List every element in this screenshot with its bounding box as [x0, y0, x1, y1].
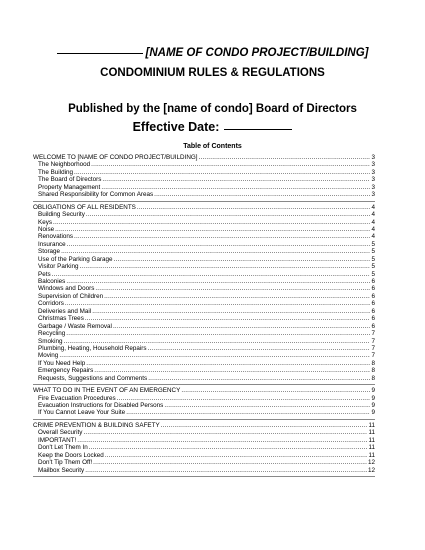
toc-dot-leader	[83, 429, 367, 436]
toc-entry-label: Building Security	[38, 211, 85, 219]
toc-entry[interactable]	[33, 338, 375, 345]
toc-page-number: 6	[371, 292, 375, 300]
toc-dot-leader	[154, 191, 370, 198]
toc-dot-leader	[101, 184, 370, 191]
toc-entry-label: Emergency Repairs	[38, 367, 94, 375]
toc-page-number: 12	[367, 466, 375, 474]
toc-dot-leader	[59, 352, 370, 359]
toc-entry[interactable]	[33, 271, 375, 278]
toc-page-number: 4	[371, 225, 375, 233]
toc-dot-leader	[164, 402, 370, 409]
toc-page-number: 9	[371, 387, 375, 395]
toc-page-number: 4	[371, 233, 375, 241]
toc-entry-label: Use of the Parking Garage	[38, 255, 113, 263]
toc-section-title[interactable]	[33, 154, 375, 161]
toc-page-number: 3	[371, 161, 375, 169]
toc-entry-label: WELCOME TO [NAME OF CONDO PROJECT/BUILDING]	[33, 154, 198, 161]
toc-dot-leader	[93, 459, 367, 466]
toc-entry-label: OBLIGATIONS OF ALL RESIDENTS	[33, 203, 136, 211]
toc-entry[interactable]	[33, 219, 375, 226]
toc-entry[interactable]	[33, 345, 375, 352]
toc-entry-label: The Building	[38, 168, 74, 176]
toc-entry[interactable]	[33, 409, 375, 416]
toc-dot-leader	[61, 248, 370, 255]
toc-entry[interactable]	[33, 308, 375, 315]
toc-dot-leader	[199, 154, 371, 161]
toc-page-number: 3	[371, 154, 375, 161]
toc-page-number: 4	[371, 203, 375, 211]
toc-dot-leader	[114, 256, 371, 263]
toc-dot-leader	[85, 467, 367, 474]
toc-entry[interactable]	[33, 459, 375, 466]
toc-entry-label: Corridors	[38, 300, 64, 308]
toc-page-number: 11	[368, 451, 375, 459]
toc-dot-leader	[137, 204, 371, 211]
toc-entry-label: Supervision of Children	[38, 292, 104, 300]
toc-dot-leader	[66, 278, 370, 285]
toc-page-number: 3	[371, 176, 375, 184]
toc-entry-label: The Neighborhood	[38, 161, 91, 169]
toc-entry[interactable]	[33, 184, 375, 191]
toc-entry-label: IMPORTANT!	[38, 436, 77, 444]
toc-page-number: 6	[371, 278, 375, 285]
toc-dot-leader	[74, 169, 370, 176]
toc-entry[interactable]	[33, 169, 375, 176]
toc-page-number: 7	[371, 352, 375, 360]
toc-entry[interactable]	[33, 293, 375, 300]
toc-entry-label: Requests, Suggestions and Comments	[38, 374, 148, 382]
toc-dot-leader	[148, 375, 370, 382]
toc-section-what-to-do-in-the-event-of-an-emergency	[33, 387, 375, 420]
toc-entry[interactable]	[33, 352, 375, 359]
toc-section-welcome-to-name-of-condo-project-building	[33, 154, 375, 202]
toc-entry-label: Keep the Doors Locked	[38, 451, 104, 459]
toc-entry[interactable]	[33, 300, 375, 307]
toc-entry[interactable]	[33, 467, 375, 474]
toc-page-number: 8	[371, 374, 375, 382]
toc-dot-leader	[64, 338, 371, 345]
toc-dot-leader	[102, 176, 370, 183]
toc-dot-leader	[161, 422, 368, 429]
toc-section-title[interactable]	[33, 422, 375, 429]
toc-page-number: 9	[371, 409, 375, 417]
toc-entry[interactable]	[33, 226, 375, 233]
published-by-line: Published by the [name of condo] Board of Directors	[68, 103, 357, 115]
toc-entry-label: The Board of Directors	[38, 176, 102, 184]
toc-entry-label: Plumbing, Heating, Household Repairs	[38, 344, 147, 352]
toc-page-number: 7	[371, 330, 375, 338]
toc-entry-label: Evacuation Instructions for Disabled Persons	[38, 402, 164, 409]
toc-entry[interactable]	[33, 233, 375, 240]
toc-entry-label: Recycling	[38, 330, 66, 338]
toc-entry[interactable]	[33, 360, 375, 367]
toc-page-number: 11	[368, 436, 375, 444]
toc-entry[interactable]	[33, 241, 375, 248]
toc-dot-leader	[86, 360, 370, 367]
toc-entry[interactable]	[33, 367, 375, 374]
table-of-contents	[33, 154, 375, 479]
toc-dot-leader	[55, 226, 370, 233]
toc-entry-label: WHAT TO DO IN THE EVENT OF AN EMERGENCY	[33, 387, 181, 395]
toc-entry[interactable]	[33, 263, 375, 270]
toc-entry[interactable]	[33, 161, 375, 168]
effective-date-blank	[224, 129, 292, 130]
toc-dot-leader	[86, 211, 371, 218]
toc-entry-label: Property Management	[38, 183, 101, 191]
toc-entry-label: Visitor Parking	[38, 263, 79, 271]
toc-page-number: 6	[371, 300, 375, 308]
toc-entry-label: Don't Tip Them Off!	[38, 459, 93, 467]
toc-entry[interactable]	[33, 176, 375, 183]
toc-entry-label: Storage	[38, 248, 61, 256]
toc-entry[interactable]	[33, 248, 375, 255]
toc-entry-label: If You Need Help	[38, 359, 86, 367]
toc-entry-label: Noise	[38, 225, 55, 233]
toc-entry-label: Fire Evacuation Procedures	[38, 394, 116, 402]
project-name-placeholder: [NAME OF CONDO PROJECT/BUILDING]	[145, 47, 369, 59]
effective-date-label: Effective Date:	[132, 120, 220, 134]
toc-dot-leader	[52, 271, 371, 278]
toc-entry-label: If You Cannot Leave Your Suite	[38, 409, 126, 417]
toc-dot-leader	[91, 161, 370, 168]
toc-dot-leader	[77, 437, 367, 444]
toc-entry-label: Pets	[38, 270, 51, 278]
toc-entry-label: Garbage / Waste Removal	[38, 322, 112, 330]
toc-page-number: 4	[371, 218, 375, 226]
toc-section-title[interactable]	[33, 204, 375, 211]
toc-entry[interactable]	[33, 444, 375, 451]
toc-entry[interactable]	[33, 452, 375, 459]
toc-entry[interactable]	[33, 191, 375, 198]
toc-page-number: 11	[368, 444, 375, 452]
toc-entry[interactable]	[33, 211, 375, 218]
toc-dot-leader	[89, 444, 368, 451]
toc-page-number: 5	[371, 248, 375, 256]
toc-page-number: 3	[371, 168, 375, 176]
toc-dot-leader	[65, 300, 371, 307]
toc-entry[interactable]	[33, 402, 375, 409]
toc-entry-label: Moving	[38, 352, 59, 360]
toc-entry-label: Don't Let Them In	[38, 444, 88, 452]
toc-section-title[interactable]	[33, 387, 375, 394]
toc-dot-leader	[94, 367, 370, 374]
toc-page-number: 5	[371, 270, 375, 278]
toc-page-number: 6	[371, 307, 375, 315]
toc-entry[interactable]	[33, 375, 375, 382]
toc-dot-leader	[117, 395, 371, 402]
toc-page-number: 7	[371, 337, 375, 345]
toc-dot-leader	[105, 452, 368, 459]
toc-dot-leader	[148, 345, 371, 352]
toc-page-number: 6	[371, 322, 375, 330]
toc-page-number: 9	[371, 394, 375, 402]
toc-dot-leader	[104, 293, 370, 300]
toc-entry[interactable]	[33, 256, 375, 263]
toc-entry[interactable]	[33, 395, 375, 402]
toc-dot-leader	[79, 263, 370, 270]
toc-dot-leader	[113, 323, 371, 330]
toc-entry-label: Deliveries and Mail	[38, 307, 92, 315]
toc-dot-leader	[67, 241, 371, 248]
toc-entry-label: Overall Security	[38, 429, 83, 437]
toc-section-crime-prevention-building-safety	[33, 422, 375, 477]
toc-entry[interactable]	[33, 323, 375, 330]
toc-section-obligations-of-all-residents	[33, 204, 375, 386]
toc-entry-label: Shared Responsibility for Common Areas	[38, 191, 154, 199]
blank-line	[57, 53, 143, 54]
toc-page-number: 5	[371, 255, 375, 263]
toc-dot-leader	[126, 409, 370, 416]
toc-page-number: 5	[371, 263, 375, 271]
toc-dot-leader	[53, 219, 370, 226]
toc-entry-label: CRIME PREVENTION & BUILDING SAFETY	[33, 421, 160, 429]
toc-dot-leader	[95, 285, 370, 292]
toc-entry-label: Christmas Trees	[38, 315, 84, 323]
toc-page-number: 7	[371, 344, 375, 352]
toc-page-number: 12	[367, 459, 375, 467]
toc-heading: Table of Contents	[183, 143, 242, 150]
toc-entry[interactable]	[33, 278, 375, 285]
toc-page-number: 3	[371, 183, 375, 191]
toc-dot-leader	[66, 330, 370, 337]
toc-page-number: 6	[371, 315, 375, 323]
toc-entry-label: Renovations	[38, 233, 74, 241]
toc-page-number: 8	[371, 367, 375, 375]
toc-entry[interactable]	[33, 437, 375, 444]
toc-page-number: 11	[368, 421, 375, 429]
toc-entry-label: Smoking	[38, 337, 63, 345]
toc-entry[interactable]	[33, 315, 375, 322]
toc-dot-leader	[181, 387, 370, 394]
toc-entry[interactable]	[33, 330, 375, 337]
toc-entry-label: Keys	[38, 218, 52, 226]
toc-entry-label: Balconies	[38, 278, 66, 285]
toc-dot-leader	[92, 308, 370, 315]
toc-dot-leader	[74, 233, 370, 240]
toc-entry-label: Windows and Doors	[38, 285, 95, 293]
toc-page-number: 5	[371, 240, 375, 248]
toc-dot-leader	[85, 315, 371, 322]
toc-page-number: 6	[371, 285, 375, 293]
toc-entry-label: Insurance	[38, 240, 66, 248]
document-title: CONDOMINIUM RULES & REGULATIONS	[100, 67, 325, 79]
toc-entry-label: Mailbox Security	[38, 466, 85, 474]
toc-entry[interactable]	[33, 429, 375, 436]
toc-entry[interactable]	[33, 285, 375, 292]
document-title-project	[0, 47, 425, 59]
toc-page-number: 11	[368, 429, 375, 437]
toc-page-number: 4	[371, 211, 375, 219]
effective-date-line	[0, 120, 425, 134]
toc-page-number: 8	[371, 359, 375, 367]
toc-page-number: 3	[371, 191, 375, 199]
toc-page-number: 9	[371, 402, 375, 409]
